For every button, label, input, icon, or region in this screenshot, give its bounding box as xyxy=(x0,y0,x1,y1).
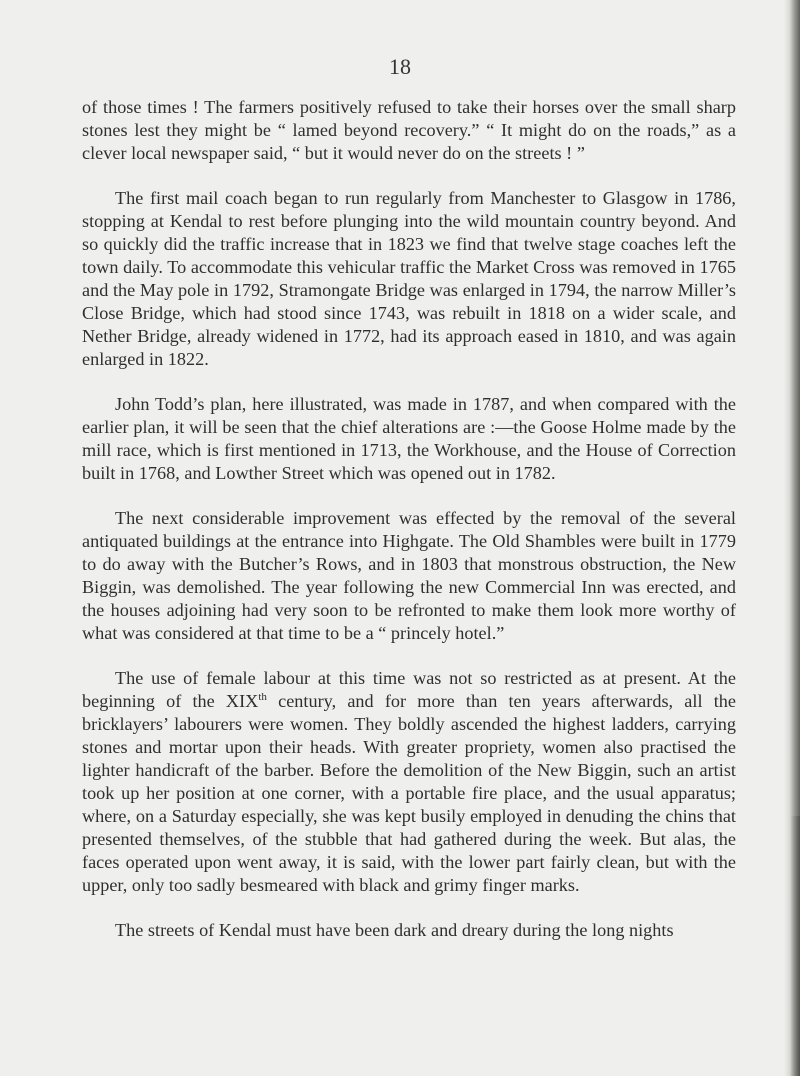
paragraph-female-labour-rest: century, and for more than ten years afterwards, all the bricklayers’ labourers were women. They boldly ascended the highest ladders, carrying stones and mortar upon their heads. With greater propriety, women also practised the lighter handicraft of the barber. Before the demolition of the New Biggin, such an artist took up her position at one corner, with a portable fire place, and the usual apparatus; where, on a Saturday especially, she was kept busily employed in denuding the chins that presented themselves, of the stubble that had gathered during the week. But alas, the faces operated upon went away, it is said, with the lower part fairly clean, but with the upper, only too sadly besmeared with black and grimy finger marks. xyxy=(82,691,736,895)
paragraph-continuation: of those times ! The farmers positively refused to take their horses over the small sharp stones lest they might be “ lamed beyond recovery.” “ It might do on the roads,” as a clever local newspaper said, “ but it would never do on the streets ! ” xyxy=(82,97,736,163)
century-superscript: th xyxy=(258,690,267,703)
paragraph-mail-coach: The first mail coach began to run regularly from Manchester to Glasgow in 1786, stopping at Kendal to rest before plunging into the wild mountain country beyond. And so quickly did the traffic increase that in 1823 we find that twelve stage coaches left the town daily. To accommodate this vehicular traffic the Market Cross was removed in 1765 and the May pole in 1792, Stramongate Bridge was enlarged in 1794, the narrow Miller’s Close Bridge, which had stood since 1743, was rebuilt in 1818 on a wider scale, and Nether Bridge, already widened in 1772, had its approach eased in 1810, and was again enlarged in 1822. xyxy=(82,188,736,369)
paragraph-female-labour-start: The use of female labour at this time was not so restricted as at present. At the beginning of the XIX xyxy=(82,668,736,711)
page-number: 18 xyxy=(389,54,411,79)
paragraph-female-labour xyxy=(82,667,736,897)
page-edge-shadow xyxy=(790,816,800,1076)
paragraph-kendal-streets: The streets of Kendal must have been dark and dreary during the long nights xyxy=(115,920,674,940)
paragraph-highgate-improvement: The next considerable improvement was effected by the removal of the several antiquated buildings at the entrance into Highgate. The Old Shambles were built in 1779 to do away with the Butcher’s Rows, and in 1803 that monstrous obstruction, the New Biggin, was demolished. The year following the new Commercial Inn was erected, and the houses adjoining had very soon to be refronted to make them look more worthy of what was considered at that time to be a “ princely hotel.” xyxy=(82,508,736,643)
body-text xyxy=(82,96,736,942)
paragraph-todd-plan: John Todd’s plan, here illustrated, was made in 1787, and when compared with the earlier plan, it will be seen that the chief alterations are :—the Goose Holme made by the mill race, which is first mentioned in 1713, the Workhouse, and the House of Correction built in 1768, and Lowther Street which was opened out in 1782. xyxy=(82,394,736,483)
